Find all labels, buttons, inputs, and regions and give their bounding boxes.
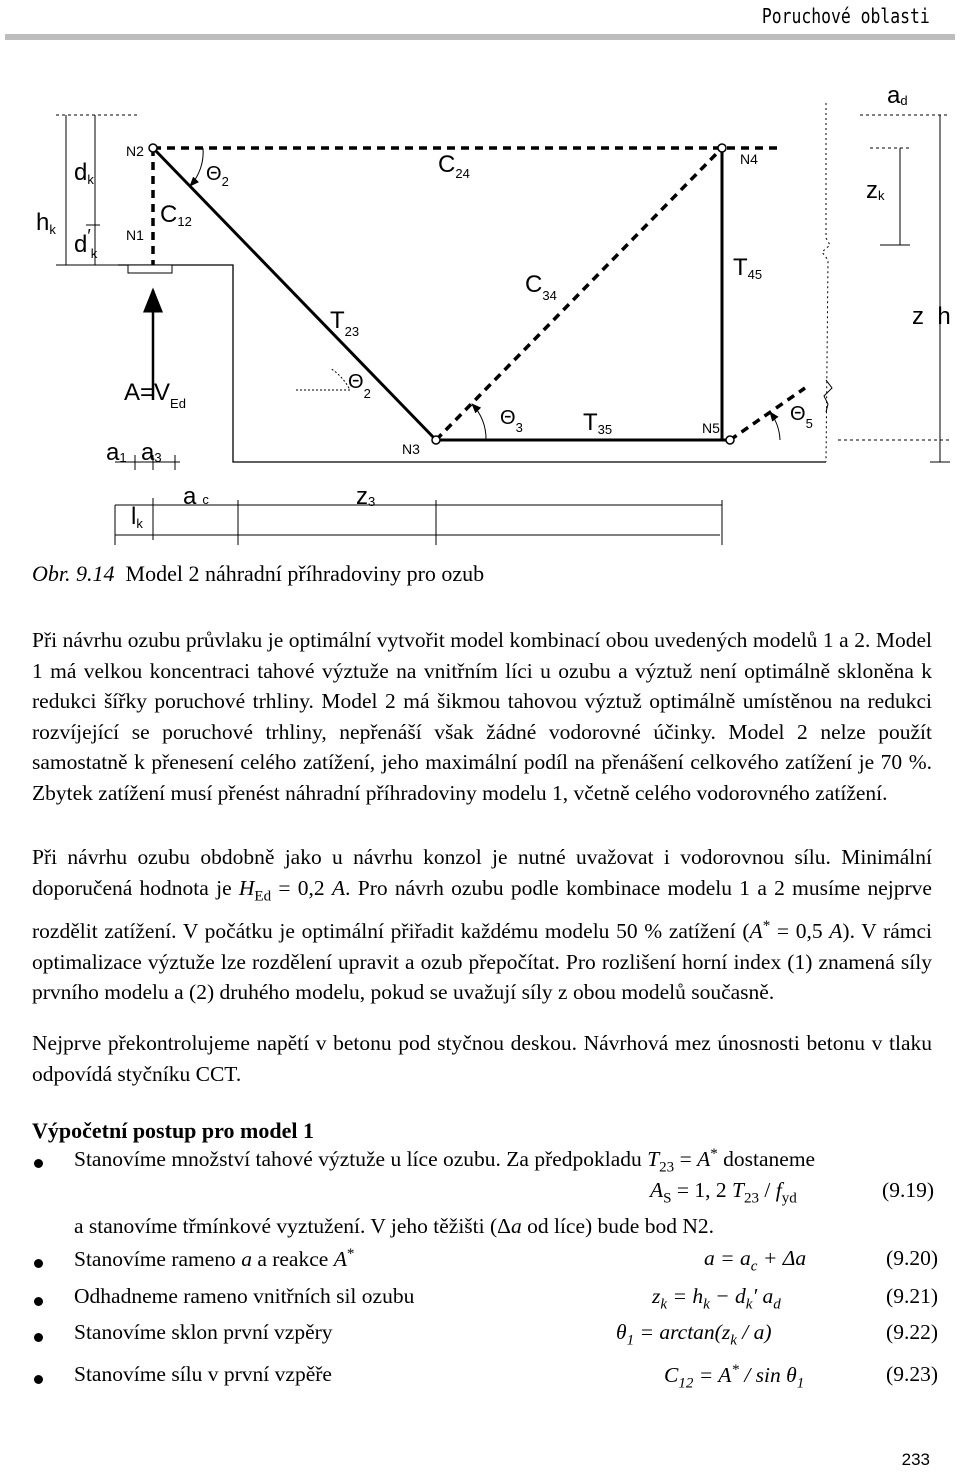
equation-number-9-19: (9.19) xyxy=(882,1178,934,1202)
bullet-dot xyxy=(34,1333,43,1342)
label-dk-prime: $d'_k$ xyxy=(74,226,98,261)
section-title: Výpočetní postup pro model 1 xyxy=(32,1118,314,1143)
bearing-plate xyxy=(128,265,172,273)
label-reaction: $A=V_{Ed}$ xyxy=(124,379,186,411)
paragraph-1: Při návrhu ozubu průvlaku je optimální vytvořit model kombinací obou uvedených modelů 1 a 2. Model 1 má velkou koncentraci tahové výztuže na vnitřním líci u ozubu a výztuž není optimálně skloněna k redukci šířky poruchové trhliny. Model 2 má šikmou tahovou výztuž optimálně umístěnou na redukci rozvíjející se poruchové trhliny, nepřenáší však žádné vodorovné účinky. Model 2 nelze použít samostatně k přenesení celého zatížení, jeho maximální podíl na přenášení celkového zatížení je 70 %. Zbytek zatížení musí přenést náhradní příhradoviny modelu 1, včetně celého vodorovného zatížení. xyxy=(32,628,932,805)
running-header: Poruchové oblasti xyxy=(762,4,930,28)
label-t23: $T_{23}$ xyxy=(330,307,360,339)
angle-arc-theta3 xyxy=(472,404,486,440)
bullet-1: Stanovíme množství tahové výztuže u líce ozubu. Za předpokladu $T_{23} = A^*$ dostaneme xyxy=(32,1146,942,1178)
page-number: 233 xyxy=(901,1450,930,1469)
label-theta2-top: $\Theta_2$ xyxy=(206,163,229,189)
header-rule xyxy=(5,34,955,40)
label-c12: C12 xyxy=(160,201,192,229)
label-n5: N5 xyxy=(702,420,720,436)
node-n4 xyxy=(718,144,726,152)
bullet-2: Stanovíme rameno a a reakce A* $a = a_c + \Delta a$ (9.20) xyxy=(32,1246,942,1278)
dimension-lines xyxy=(56,115,950,545)
node-n2 xyxy=(149,144,157,152)
label-n1: N1 xyxy=(126,227,144,243)
figure-caption-text: Model 2 náhradní příhradoviny pro ozub xyxy=(125,561,485,586)
tie-t23 xyxy=(153,148,436,440)
strut-c34 xyxy=(436,148,722,440)
bullet-1-continuation: a stanovíme třmínkové vyztužení. V jeho těžišti (Δa od líce) bude bod N2. xyxy=(74,1214,714,1238)
label-theta5: $\Theta_5$ xyxy=(790,403,813,431)
label-n2: N2 xyxy=(126,143,144,159)
bullet-dot xyxy=(34,1259,43,1268)
label-dk: dk xyxy=(74,159,94,187)
figure-caption xyxy=(32,561,484,587)
label-ad: ad xyxy=(887,82,908,109)
node-n3 xyxy=(432,436,440,444)
node-n5 xyxy=(726,436,734,444)
angle-arc-theta5 xyxy=(770,412,780,440)
angle-arc-theta2-mid xyxy=(296,368,350,390)
paragraph-3: Nejprve překontrolujeme napětí v betonu pod styčnou deskou. Návrhová mez únosnosti betonu v tlaku odpovídá styčníku CCT. xyxy=(32,1031,932,1086)
label-a1: a1 xyxy=(106,439,127,466)
bullet-dot xyxy=(34,1375,43,1384)
label-zh: z h xyxy=(912,303,951,330)
angle-arc-theta2-top xyxy=(190,148,203,186)
label-z3: z3 xyxy=(356,483,376,510)
label-ac: ac xyxy=(183,483,209,510)
label-zk: zk xyxy=(866,177,885,204)
label-c24: $C_{24}$ xyxy=(438,151,470,181)
label-c34: $C_{34}$ xyxy=(525,271,557,303)
beam-break-line-lower xyxy=(824,380,832,412)
label-a3: a3 xyxy=(141,439,162,466)
formula-9-19: $A_S = 1$, 2 $T_{23} / f_{yd}$ xyxy=(650,1178,797,1207)
label-t45: T45 xyxy=(733,254,763,282)
label-hk: hk xyxy=(36,209,56,237)
bullet-4: Stanovíme sklon první vzpěry $\theta_1 = \arctan(z_k / a)$ (9.22) xyxy=(32,1320,942,1352)
label-n4: N4 xyxy=(740,151,758,167)
figure-number: Obr. 9.14 xyxy=(32,561,115,586)
beam-break-line xyxy=(822,100,830,462)
label-n3: N3 xyxy=(402,441,420,457)
label-t35: T35 xyxy=(583,409,613,437)
label-theta2-mid: $\Theta_2$ xyxy=(348,371,371,401)
bullet-dot xyxy=(34,1297,43,1306)
paragraph-2: Při návrhu ozubu obdobně jako u návrhu konzol je nutné uvažovat i vodorovnou sílu. Minimální doporučená hodnota je $H_{Ed} = 0,2$ A. Pro návrh ozubu podle kombinace modelu 1 a 2 musíme nejprve rozdělit zatížení. V počátku je optimální přiřadit každému modelu 50 % zatížení (A* = 0,5 A). V rámci optimalizace výztuže lze rozdělení upravit a ozub přepočítat. Pro rozlišení horní index (1) znamená síly prvního modelu a (2) druhého modelu, pokud se uvažují síly z obou modelů současně. xyxy=(32,845,932,1005)
strut-tie-figure xyxy=(0,60,960,560)
label-lk: lk xyxy=(131,503,143,531)
bullet-5: Stanovíme sílu v první vzpěře $C_{12} = A^* / \sin \theta_1$ (9.23) xyxy=(32,1362,942,1394)
label-theta3: $\Theta_3$ xyxy=(500,407,523,435)
bullet-3: Odhadneme rameno vnitřních sil ozubu $z_k = h_k - d_k'$ $a_d$ (9.21) xyxy=(32,1284,942,1316)
bullet-dot xyxy=(34,1159,43,1168)
